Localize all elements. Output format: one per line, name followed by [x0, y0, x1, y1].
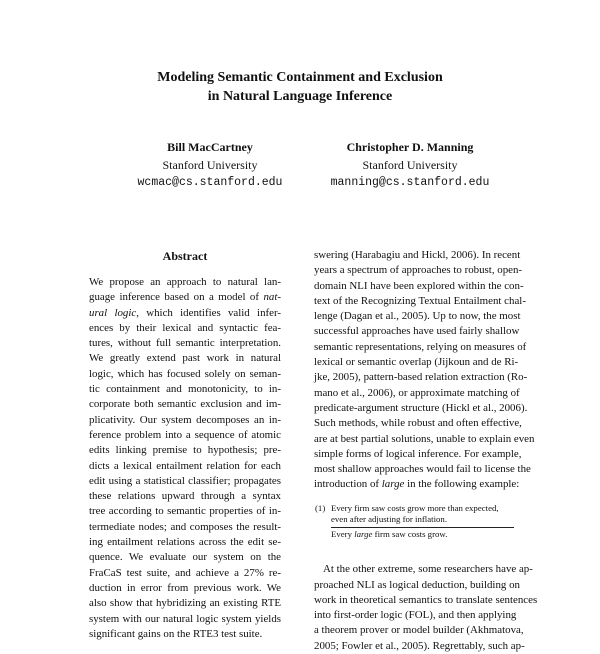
example-premise-line-1: Every firm saw costs grow more than expected,: [331, 502, 499, 513]
text-line: proached NLI as logical deduction, building on: [314, 578, 520, 591]
text-line: system with our natural logic system yields: [89, 612, 281, 625]
text-line: logic, which has focused solely on seman-: [89, 367, 281, 380]
text-line: tree according to semantic properties of in-: [89, 505, 281, 518]
text-line: significant gains on the RTE3 test suite.: [89, 627, 263, 640]
abstract-body: [89, 275, 281, 642]
text-line: duction in error from previous work. We: [89, 581, 281, 594]
text-line: years a spectrum of approaches to robust, open-: [314, 264, 523, 277]
text-line: ural logic, which identifies valid infer-: [89, 306, 282, 319]
author-name: Bill MacCartney: [167, 140, 253, 154]
text-line: simple forms of logical inference. For example,: [314, 447, 522, 460]
author-email: manning@cs.stanford.edu: [330, 176, 490, 189]
text-line: these relations upward through a syntax: [89, 490, 281, 503]
title-line-1: Modeling Semantic Containment and Exclusion: [157, 70, 443, 85]
text-line: tures, without full semantic interpretation.: [89, 337, 281, 350]
text-line: are at best partial solutions, unable to explain even: [314, 432, 535, 445]
text-line: dicts a lexical entailment relation for each: [89, 459, 281, 472]
text-line: mano et al., 2006), or approximate matching of: [314, 386, 520, 399]
text-line: swering (Harabagiu and Hickl, 2006). In recent: [314, 249, 521, 261]
author-affiliation: Stanford University: [162, 158, 258, 172]
text-line: lenge (Dagan et al., 2005). Up to now, the most: [314, 310, 521, 323]
abstract-section: [89, 248, 281, 642]
text-line: We greatly extend past work in natural: [89, 352, 281, 365]
author-email: wcmac@cs.stanford.edu: [137, 176, 283, 189]
example-1: [314, 503, 512, 541]
text-line: also show that hybridizing an existing RTE: [89, 597, 281, 610]
text-line: termediate nodes; and composes the result-: [89, 520, 281, 533]
premise-hypothesis-rule: [331, 527, 514, 528]
author-block-2: [295, 138, 525, 192]
text-line: text of the Recognizing Textual Entailment chal-: [314, 294, 526, 307]
text-line: We propose an approach to natural lan-: [89, 276, 281, 288]
text-line: successful approaches have used fairly shallow: [314, 325, 520, 338]
author-name: Christopher D. Manning: [346, 140, 474, 154]
example-premise-line-2: even after adjusting for inflation.: [331, 514, 448, 525]
text-line: tic containment and monotonicity, to in-: [89, 383, 281, 396]
intro-line-example-lead: introduction of large in the following example:: [314, 478, 520, 491]
text-line: plicativity. Our system decomposes an in-: [89, 413, 281, 426]
text-line: ences by their lexical and syntactic fea-: [89, 321, 281, 334]
text-line: domain NLI have been explored within the con-: [314, 279, 524, 292]
abstract-heading: Abstract: [162, 249, 208, 263]
text-line: corporate both semantic exclusion and im-: [89, 398, 281, 411]
text-line: guage inference based on a model of nat-: [89, 291, 281, 304]
text-line: a theorem prover or model builder (Akhmatova,: [314, 624, 524, 637]
text-line: At the other extreme, some researchers have ap-: [323, 563, 533, 576]
example-hypothesis: Every large firm saw costs grow.: [331, 528, 448, 539]
title-line-2: in Natural Language Inference: [207, 89, 393, 104]
text-line: 2005; Fowler et al., 2005). Regrettably, such ap-: [314, 639, 525, 652]
text-line: lexical or semantic overlap (Jijkoun and de Ri-: [314, 356, 519, 369]
text-line: semantic representations, relying on measures of: [314, 340, 527, 353]
author-block-1: [95, 138, 325, 192]
text-line: edits linking premise to hypothesis; pre-: [89, 444, 281, 457]
text-line: into first-order logic (FOL), and then applying: [314, 609, 517, 622]
example-number: (1): [315, 502, 326, 513]
text-line: edit using a statistical classifier; propagates: [89, 474, 281, 487]
text-line: Such methods, while robust and often effective,: [314, 417, 522, 430]
author-affiliation: Stanford University: [362, 158, 458, 172]
text-line: jke, 2005), pattern-based relation extraction (Ro-: [314, 371, 528, 384]
paper-title: [0, 68, 600, 106]
text-line: ference problem into a sequence of atomic: [89, 428, 281, 441]
text-line: FraCaS test suite, and achieve a 27% re-: [89, 566, 281, 579]
intro-continuation: [314, 248, 538, 654]
intro-paragraph-2: [314, 562, 538, 654]
text-line: predicate-argument structure (Hickl et al., 2006).: [314, 401, 528, 414]
intro-paragraph-1: [314, 248, 535, 477]
text-line: work in theoretical semantics to translate sentences: [314, 593, 538, 606]
text-line: ing entailment relations across the edit se-: [89, 536, 281, 549]
text-line: quence. We evaluate our system on the: [89, 551, 281, 564]
text-line: most shallow approaches would fail to license the: [314, 463, 531, 476]
